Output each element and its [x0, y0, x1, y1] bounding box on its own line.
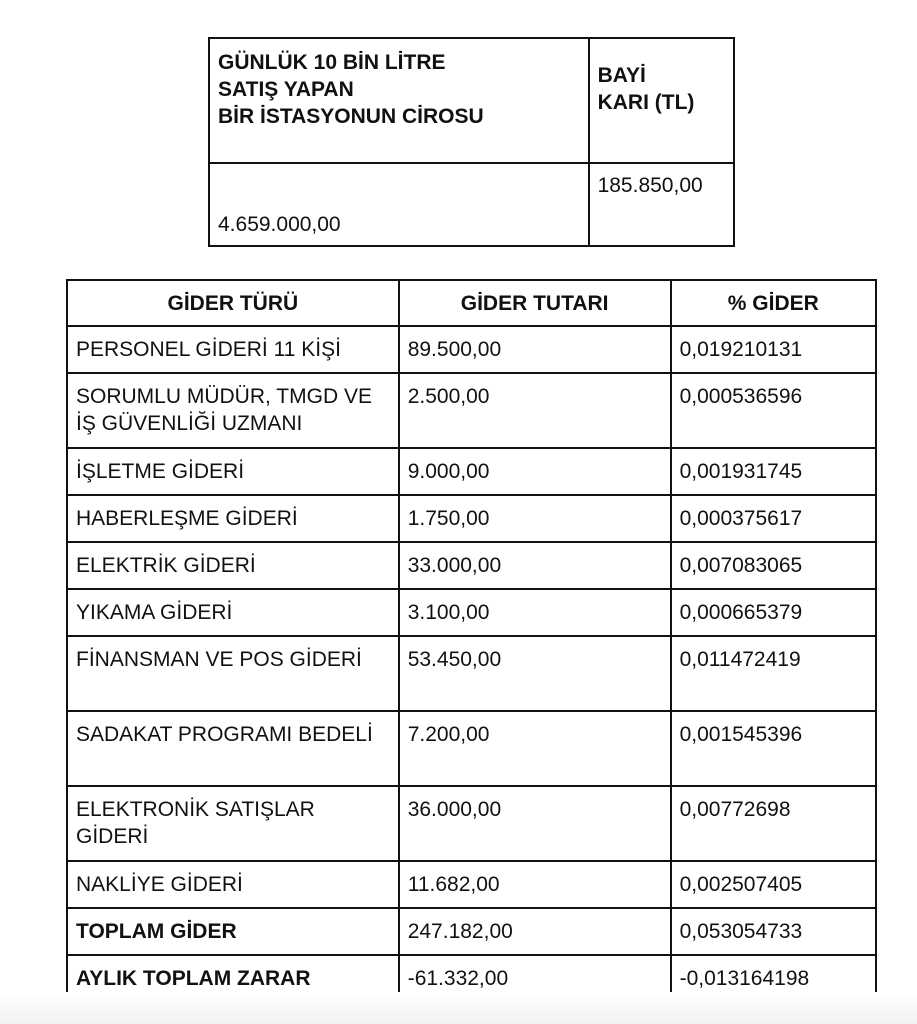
table-row — [67, 448, 876, 495]
table-row — [67, 861, 876, 908]
monthly-loss-amount: -61.332,00 — [399, 955, 671, 1002]
expense-amount: 53.450,00 — [399, 636, 671, 711]
expense-percent: 0,011472419 — [671, 636, 876, 711]
revenue-header-line: SATIŞ YAPAN — [218, 78, 354, 101]
total-expense-percent: 0,053054733 — [671, 908, 876, 955]
expense-percent-header: % GİDER — [671, 280, 876, 326]
total-expense-amount: 247.182,00 — [399, 908, 671, 955]
expense-table — [66, 279, 877, 1003]
table-row — [67, 786, 876, 861]
table-row — [67, 589, 876, 636]
revenue-header-line: BİR İSTASYONUN CİROSU — [218, 105, 484, 128]
expense-percent: 0,000375617 — [671, 495, 876, 542]
summary-value-row — [209, 163, 734, 246]
table-row — [67, 636, 876, 711]
revenue-header-cell — [209, 38, 589, 163]
expense-type: SADAKAT PROGRAMI BEDELİ — [67, 711, 399, 786]
expense-percent: 0,019210131 — [671, 326, 876, 373]
expense-amount: 36.000,00 — [399, 786, 671, 861]
expense-amount: 3.100,00 — [399, 589, 671, 636]
total-expense-row — [67, 908, 876, 955]
expense-amount: 11.682,00 — [399, 861, 671, 908]
page-bottom-shade — [0, 992, 917, 1024]
expense-amount: 33.000,00 — [399, 542, 671, 589]
expense-type: İŞLETME GİDERİ — [67, 448, 399, 495]
expense-type: PERSONEL GİDERİ 11 KİŞİ — [67, 326, 399, 373]
expense-amount-header: GİDER TUTARI — [399, 280, 671, 326]
expense-percent: 0,001931745 — [671, 448, 876, 495]
expense-type: FİNANSMAN VE POS GİDERİ — [67, 636, 399, 711]
expense-percent: 0,000536596 — [671, 373, 876, 448]
expense-amount: 2.500,00 — [399, 373, 671, 448]
table-row — [67, 495, 876, 542]
revenue-value: 4.659.000,00 — [209, 163, 589, 246]
expense-type: SORUMLU MÜDÜR, TMGD VE İŞ GÜVENLİĞİ UZMANI — [67, 373, 399, 448]
profit-header-line: BAYİ — [597, 64, 646, 87]
expense-header-row — [67, 280, 876, 326]
table-row — [67, 373, 876, 448]
profit-header-cell — [589, 38, 734, 163]
expense-percent: 0,000665379 — [671, 589, 876, 636]
expense-percent: 0,00772698 — [671, 786, 876, 861]
expense-percent: 0,002507405 — [671, 861, 876, 908]
summary-header-row — [209, 38, 734, 163]
table-row — [67, 711, 876, 786]
monthly-loss-percent: -0,013164198 — [671, 955, 876, 1002]
expense-type: NAKLİYE GİDERİ — [67, 861, 399, 908]
expense-type-header: GİDER TÜRÜ — [67, 280, 399, 326]
expense-amount: 9.000,00 — [399, 448, 671, 495]
expense-amount: 1.750,00 — [399, 495, 671, 542]
expense-type: ELEKTRİK GİDERİ — [67, 542, 399, 589]
expense-type: ELEKTRONİK SATIŞLAR GİDERİ — [67, 786, 399, 861]
profit-value: 185.850,00 — [589, 163, 734, 246]
revenue-header-line: GÜNLÜK 10 BİN LİTRE — [218, 51, 446, 74]
table-row — [67, 542, 876, 589]
expense-percent: 0,001545396 — [671, 711, 876, 786]
station-summary-table — [208, 37, 735, 247]
expense-amount: 7.200,00 — [399, 711, 671, 786]
expense-type: HABERLEŞME GİDERİ — [67, 495, 399, 542]
table-row — [67, 326, 876, 373]
expense-percent: 0,007083065 — [671, 542, 876, 589]
expense-type: YIKAMA GİDERİ — [67, 589, 399, 636]
expense-amount: 89.500,00 — [399, 326, 671, 373]
monthly-loss-label: AYLIK TOPLAM ZARAR — [67, 955, 399, 1002]
profit-header-line: KARI (TL) — [597, 91, 695, 114]
total-expense-label: TOPLAM GİDER — [67, 908, 399, 955]
